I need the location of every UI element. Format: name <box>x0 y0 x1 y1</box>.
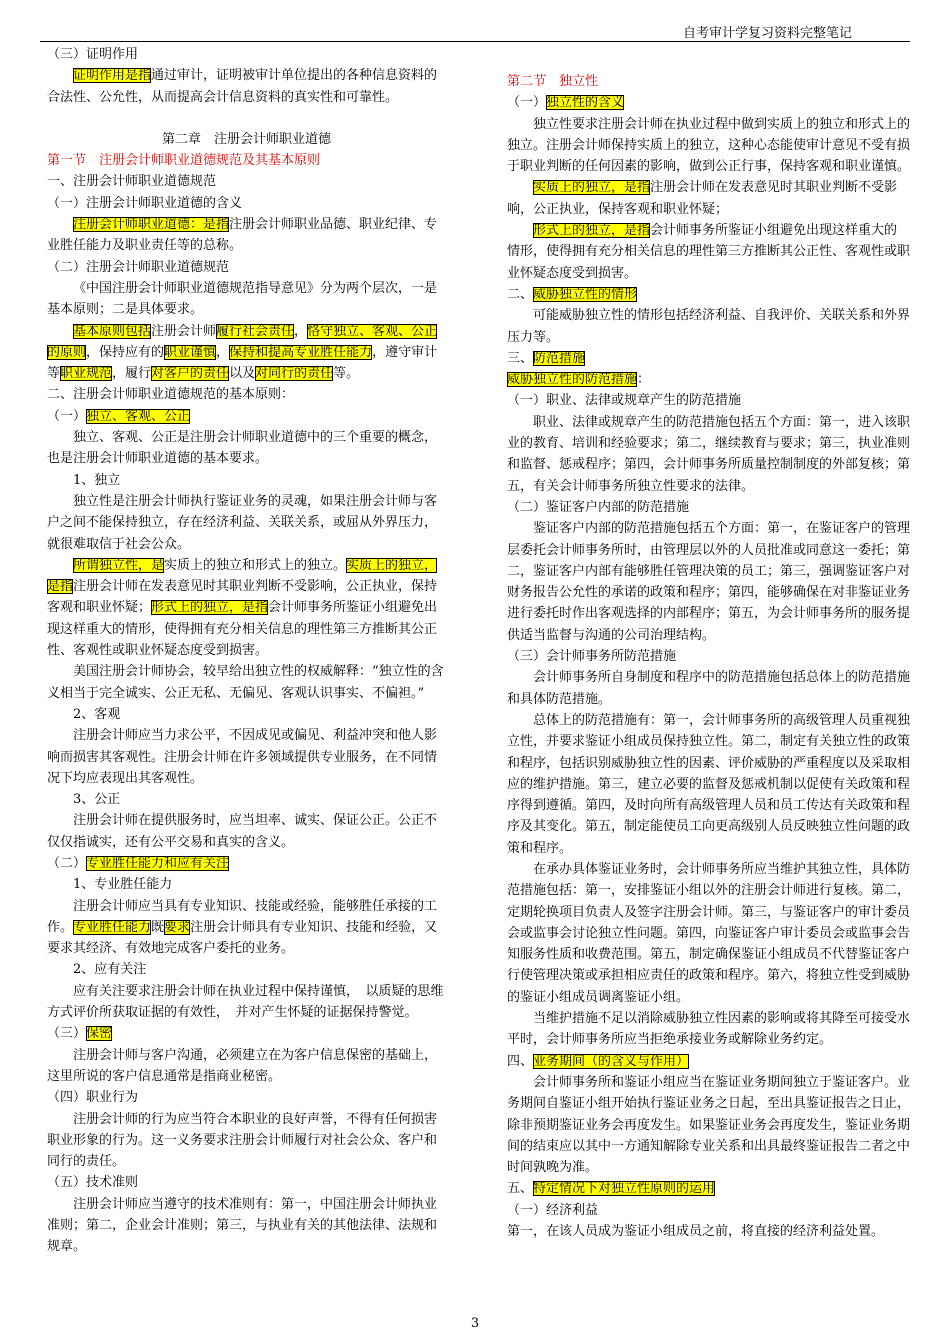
highlight-term: 要求 <box>164 919 191 935</box>
paragraph: 当维护措施不足以消除威胁独立性因素的影响或将其降至可接受水平时，会计师事务所应当拒绝承接业务或解除业务约定。 <box>507 1011 911 1048</box>
heading: （一）职业、法律或规章产生的防范措施 <box>507 393 742 409</box>
text: 注册会计师 <box>151 323 217 339</box>
text: 通过审计，证明被审计单位提出的各种信息资料的合法性、公允性，从而提高会计信息资料的真实性和可靠性。 <box>47 68 438 105</box>
heading: （一）经济利益 <box>507 1202 599 1218</box>
paragraph: 《中国注册会计师职业道德规范指导意见》分为两个层次，一是基本原则；二是具体要求。 <box>47 280 438 318</box>
text: ： <box>637 372 651 388</box>
paragraph: 注册会计师应当遵守的技术准则有：第一，中国注册会计师执业准则；第二，企业会计准则；第三，与执业有关的其他法律、法规和规章。 <box>47 1196 438 1255</box>
subheading: 1、专业胜任能力 <box>73 877 173 893</box>
highlight-term: 独立性的含义 <box>546 95 625 111</box>
text: 五、 <box>507 1181 534 1197</box>
paragraph: 独立性要求注册会计师在执业过程中做到实质上的独立和形式上的独立。注册会计师保持实质上的独立，这种心态能使审计意见不受有损于职业判断的任何因素的影响，做到公正行事，保持客观和职业谨慎。 <box>507 116 911 175</box>
chapter-title: 第二章 注册会计师职业道德 <box>161 131 331 147</box>
text: 三、 <box>507 350 534 366</box>
paragraph-independence <box>47 555 446 661</box>
heading: （二）鉴证客户内部的防范措施 <box>507 499 690 515</box>
text: （三） <box>47 1026 87 1042</box>
highlight-term: 对同行的责任 <box>255 366 334 382</box>
left-column <box>47 44 446 1258</box>
text: 以及 <box>229 366 256 382</box>
highlight-term: 威胁独立性的防范措施 <box>507 372 638 388</box>
paragraph <box>47 214 446 257</box>
highlight-term: 对客户的责任 <box>151 366 230 382</box>
highlight-term: 恪守独立、客观、公正的原则 <box>47 323 438 360</box>
paragraph: 独立、客观、公正是注册会计师职业道德中的三个重要的概念，也是注册会计师职业道德的基本要求。 <box>47 430 438 467</box>
paragraph-proof-definition <box>47 65 446 108</box>
highlight-term: 保持和提高专业胜任能力 <box>229 344 373 360</box>
heading: 二、注册会计师职业道德规范的基本原则： <box>47 387 295 403</box>
heading <box>507 369 910 390</box>
highlight-term: 基本原则包括 <box>73 323 152 339</box>
text: ，遵守审计等 <box>47 344 438 382</box>
text: （二） <box>47 855 87 871</box>
paragraph: 总体上的防范措施有：第一，会计师事务所的高级管理人员重视独立性，并要求鉴证小组成员保持独立性。第二，制定有关独立性的政策和程序，包括识别威胁独立性的因素、评价威胁的严重程度以及采取相应的维护措施。第三，建立必要的监督及惩戒机制以促使有关政策和程序得到遵循。第四，及时向所有高级管理人员和员工传达有关政策和程序及其变化。第五，制定能使员工向更高级别人员反映独立性问题的政策和程序。 <box>507 712 911 856</box>
section-title: 第二节 独立性 <box>507 74 599 89</box>
subheading: 2、应有关注 <box>73 962 147 978</box>
highlight-term: 履行社会责任 <box>216 323 295 339</box>
paragraph: 鉴证客户内部的防范措施包括五个方面：第一，在鉴证客户的管理层委托会计师事务所时，由管理层以外的人员批准或同意这一委托；第二，鉴证客户内部有能够胜任管理决策的员工；第三，强调鉴证客户对财务报告公允性的承诺的政策和程序；第四，能够确保在对非鉴证业务进行委托时作出客观选择的内部程序；第五，为会计师事务所的服务提供适当监督与沟通的公司治理结构。 <box>507 521 911 643</box>
text: 注册会计师在发表意见时其职业判断不受影响，公正执业，保持客观和职业怀疑； <box>47 579 438 616</box>
highlight-term: 所谓独立性，是 <box>73 557 165 573</box>
heading: （四）职业行为 <box>47 1090 139 1106</box>
heading: （二）注册会计师职业道德规范 <box>47 259 230 275</box>
paragraph <box>507 220 910 284</box>
highlight-term: 实质上的独立，是指 <box>47 557 438 595</box>
heading <box>507 1178 910 1199</box>
subheading: 3、公正 <box>73 792 121 808</box>
paragraph <box>47 896 446 960</box>
highlight-term: 保密 <box>86 1026 113 1042</box>
text: 会计师事务所鉴证小组避免出现这样重大的情形，使得拥有充分相关信息的理性第三方推断其公正性、客观性或职业怀疑态度受到损害。 <box>507 223 911 281</box>
subheading: 1、独立 <box>73 472 121 488</box>
text: 注册会计师在发表意见时其职业判断不受影响，公正执业，保持客观和职业怀疑； <box>507 180 898 217</box>
heading: （三）会计师事务所防范措施 <box>507 649 677 665</box>
paragraph: 职业、法律或规章产生的防范措施包括五个方面：第一，进入该职业的教育、培训和经验要求；第二，继续教育与要求；第三，执业准则和监督、惩戒程序；第四，会计师事务所质量控制制度的外部复核；第五，有关会计师事务所独立性要求的法律。 <box>507 414 911 494</box>
highlight-term: 业务期间（的含义与作用） <box>533 1053 690 1069</box>
heading <box>507 284 910 305</box>
section-title: 第一节 注册会计师职业道德规范及其基本原则 <box>47 153 321 169</box>
heading: （一）注册会计师职业道德的含义 <box>47 195 243 211</box>
subheading: 2、客观 <box>73 706 121 722</box>
text: 四、 <box>507 1053 534 1069</box>
heading: 一、注册会计师职业道德规范 <box>47 174 217 190</box>
text: 二、 <box>507 286 534 302</box>
highlight-term: 形式上的独立，是指 <box>533 223 651 239</box>
heading <box>507 1051 910 1072</box>
heading-proof-function: （三）证明作用 <box>47 47 139 62</box>
text: （一） <box>507 95 547 111</box>
paragraph: 美国注册会计师协会，较早给出独立性的权威解释：“独立性的含义相当于完全诚实、公正无私、无偏见、客观认识事实、不偏袒。” <box>47 664 444 701</box>
header-title: 自考审计学复习资料完整笔记 <box>682 26 852 41</box>
highlight-term: 证明作用是指 <box>73 68 152 84</box>
text: ，履行 <box>112 366 152 382</box>
highlight-term: 职业规范 <box>60 366 113 382</box>
text: 实质上的独立和形式上的独立。 <box>164 557 347 573</box>
paragraph-basic-principles <box>47 321 446 385</box>
paragraph: 在承办具体鉴证业务时，会计师事务所应当维护其独立性，具体防范措施包括：第一，安排鉴证小组以外的注册会计师进行复核。第二，定期轮换项目负责人及签字注册会计师。第三，与鉴证客户的审计委员会或监事会讨论独立性问题。第四，向鉴证客户审计委员会或监事会告知服务性质和收费范围。第五，制定确保鉴证小组成员不代替鉴证客户行使管理决策或承担相应责任的政策和程序。第六，将独立性受到威胁的鉴证小组成员调离鉴证小组。 <box>507 861 911 1005</box>
heading <box>507 348 910 369</box>
highlight-term: 职业谨慎 <box>164 344 217 360</box>
paragraph: 注册会计师的行为应当符合本职业的良好声誉，不得有任何损害职业形象的行为。这一义务要求注册会计师履行对社会公众、客户和同行的责任。 <box>47 1111 438 1170</box>
highlight-term: 独立、客观、公正 <box>86 408 191 424</box>
text: 注册会计师应当具有专业知识、技能或经验，能够胜任承接的工作。 <box>47 898 438 935</box>
heading <box>47 1023 446 1044</box>
highlight-term: 实质上的独立，是指 <box>533 180 651 196</box>
header-rule <box>40 41 910 42</box>
paragraph: 应有关注要求注册会计师在执业过程中保持谨慎， 以质疑的思维方式评价所获取证据的有效性， 并对产生怀疑的证据保持警觉。 <box>47 983 444 1021</box>
heading: （五）技术准则 <box>47 1175 139 1191</box>
page-number: 3 <box>470 1316 480 1331</box>
paragraph: 注册会计师应当力求公平，不因成见或偏见、利益冲突和他人影响而损害其客观性。注册会计师在许多领域提供专业服务，在不同情况下均应表现出其客观性。 <box>47 728 438 786</box>
text: ，保持应有的 <box>86 344 165 360</box>
highlight-term: 特定情况下对独立性原则的运用 <box>533 1181 716 1197</box>
paragraph: 第一，在该人员成为鉴证小组成员之前，将直接的经济利益处置。 <box>507 1224 885 1240</box>
text: 等。 <box>333 366 360 382</box>
text: 注册会计师具有专业知识、技能和经验，又要求其经济、有效地完成客户委托的业务。 <box>47 919 438 957</box>
text: 既 <box>151 919 165 935</box>
paragraph: 独立性是注册会计师执行鉴证业务的灵魂，如果注册会计师与客户之间不能保持独立，存在经济利益、关联关系，或屈从外界压力，就很难取信于社会公众。 <box>47 493 438 552</box>
highlight-term: 专业胜任能力和应有关注 <box>86 855 230 871</box>
paragraph: 会计师事务所自身制度和程序中的防范措施包括总体上的防范措施和具体防范措施。 <box>507 670 911 707</box>
paragraph: 注册会计师在提供服务时，应当坦率、诚实、保证公正。公正不仅仅指诚实，还有公平交易和真实的含义。 <box>47 813 438 850</box>
paragraph <box>507 177 910 220</box>
paragraph: 注册会计师与客户沟通，必须建立在为客户信息保密的基础上，这里所说的客户信息通常是指商业秘密。 <box>47 1047 438 1084</box>
text: 注册会计师职业品德、职业纪律、专业胜任能力及职业责任等的总称。 <box>47 217 438 254</box>
text: ， <box>216 344 230 360</box>
text: ， <box>294 323 308 339</box>
highlight-term: 威胁独立性的情形 <box>533 286 638 302</box>
paragraph: 会计师事务所和鉴证小组应当在鉴证业务期间独立于鉴证客户。业务期间自鉴证小组开始执行鉴证业务之日起，至出具鉴证报告之日止，除非预期鉴证业务会再度发生。如果鉴证业务会再度发生，鉴证业务期间的结束应以其中一方通知解除专业关系和出具最终鉴证报告二者之中时间孰晚为准。 <box>507 1074 911 1176</box>
highlight-term: 注册会计师职业道德：是指 <box>73 217 230 233</box>
right-column <box>507 71 910 1242</box>
text: （一） <box>47 408 87 424</box>
paragraph: 可能威胁独立性的情形包括经济利益、自我评价、关联关系和外界压力等。 <box>507 308 911 345</box>
text: 会计师事务所鉴证小组避免出现这样重大的情形，使得拥有充分相关信息的理性第三方推断其公正性、客观性或职业怀疑态度受到损害。 <box>47 600 438 659</box>
highlight-term: 防范措施 <box>533 350 586 366</box>
highlight-term: 专业胜任能力 <box>73 919 152 935</box>
heading <box>507 92 910 113</box>
heading <box>47 853 446 874</box>
highlight-term: 形式上的独立，是指 <box>151 600 269 616</box>
heading <box>47 406 446 427</box>
